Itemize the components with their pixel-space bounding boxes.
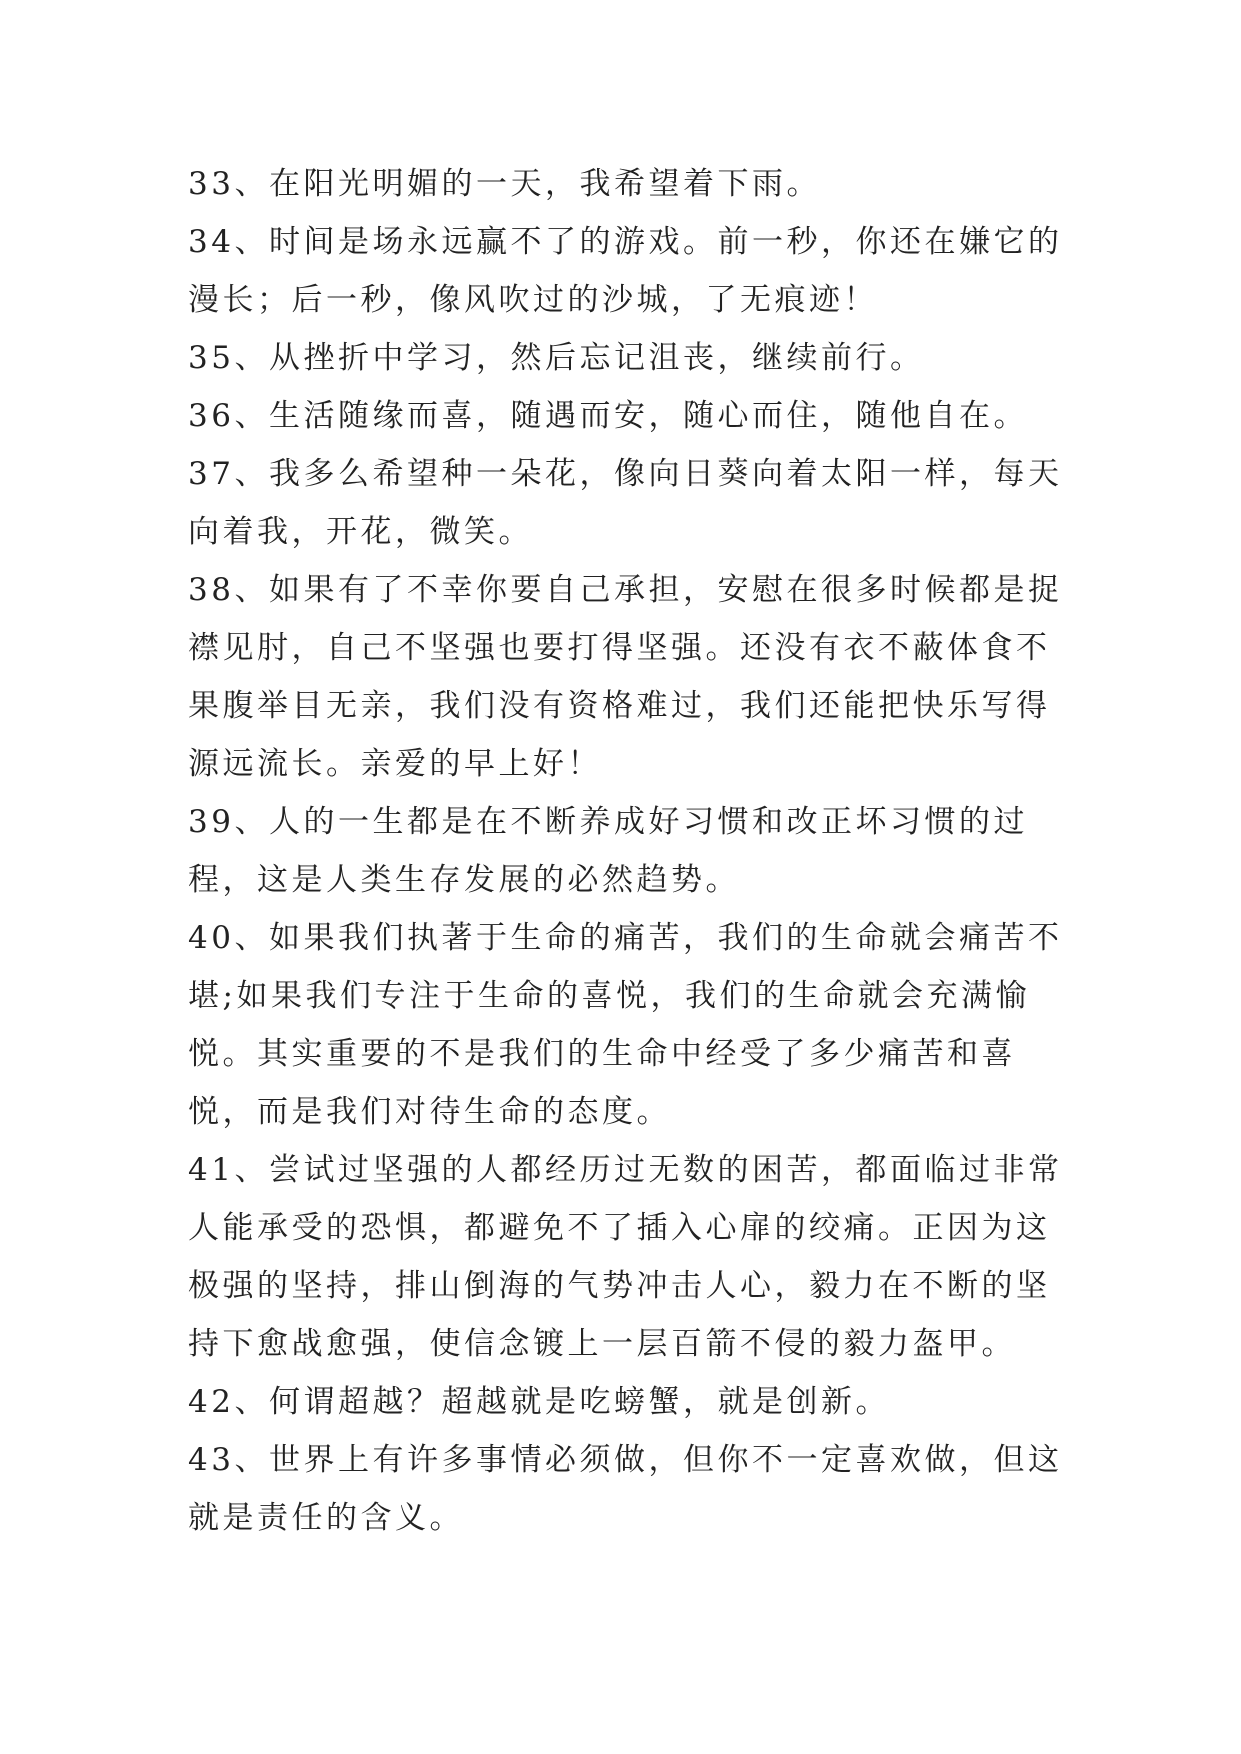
paragraph-37: 37、我多么希望种一朵花，像向日葵向着太阳一样，每天向着我，开花，微笑。	[188, 456, 1063, 550]
paragraph-39: 39、人的一生都是在不断养成好习惯和改正坏习惯的过程，这是人类生存发展的必然趋势。	[188, 804, 1028, 898]
paragraph-42: 42、何谓超越？超越就是吃螃蟹，就是创新。	[188, 1384, 890, 1420]
paragraph-35: 35、从挫折中学习，然后忘记沮丧，继续前行。	[188, 340, 925, 376]
paragraph-38: 38、如果有了不幸你要自己承担，安慰在很多时候都是捉襟见肘，自己不坚强也要打得坚强。还没有衣不蔽体食不果腹举目无亲，我们没有资格难过，我们还能把快乐写得源远流长。亲爱的早上好！	[188, 572, 1063, 782]
paragraph-33: 33、在阳光明媚的一天，我希望着下雨。	[188, 166, 821, 202]
paragraph-40: 40、如果我们执著于生命的痛苦，我们的生命就会痛苦不堪;如果我们专注于生命的喜悦，我们的生命就会充满愉悦。其实重要的不是我们的生命中经受了多少痛苦和喜悦，而是我们对待生命的态度。	[188, 920, 1063, 1130]
paragraph-41: 41、尝试过坚强的人都经历过无数的困苦，都面临过非常人能承受的恐惧，都避免不了插入心扉的绞痛。正因为这极强的坚持，排山倒海的气势冲击人心，毅力在不断的坚持下愈战愈强，使信念镀上一层百箭不侵的毅力盔甲。	[188, 1152, 1063, 1362]
paragraph-34: 34、时间是场永远赢不了的游戏。前一秒，你还在嫌它的漫长；后一秒，像风吹过的沙城，了无痕迹！	[188, 224, 1063, 318]
document-body	[188, 155, 1068, 1547]
paragraph-36: 36、生活随缘而喜，随遇而安，随心而住，随他自在。	[188, 398, 1028, 434]
paragraph-43: 43、世界上有许多事情必须做，但你不一定喜欢做，但这就是责任的含义。	[188, 1442, 1063, 1536]
